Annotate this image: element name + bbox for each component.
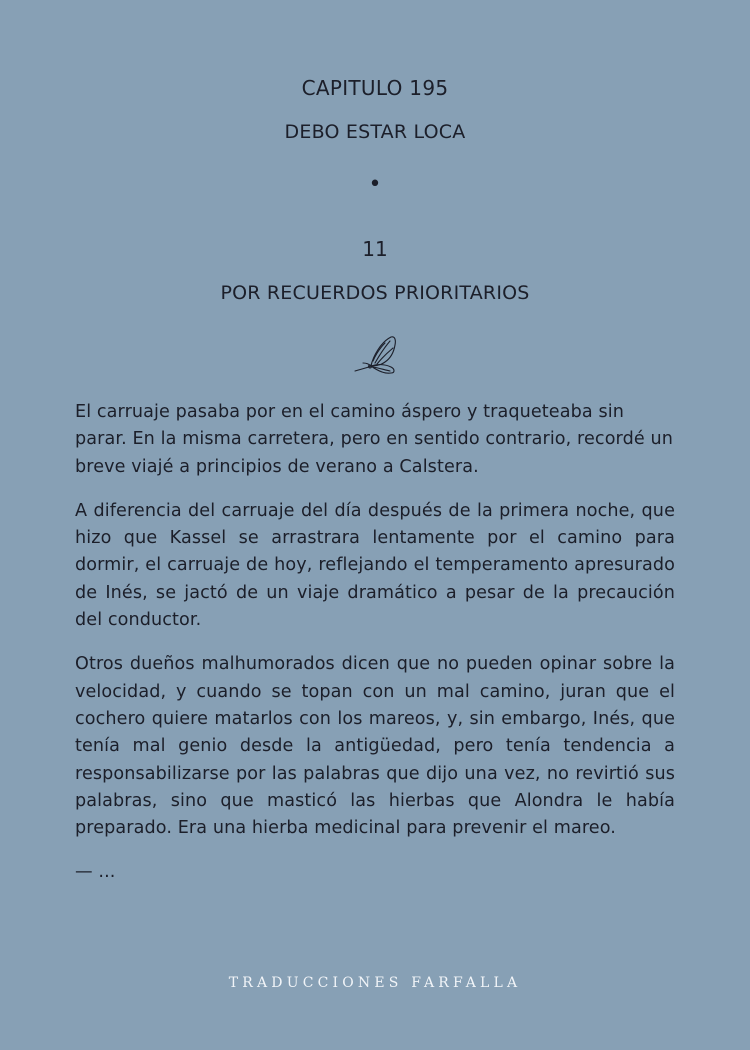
paragraph: Otros dueños malhumorados dicen que no pueden opinar sobre la velocidad, y cuando se topan con un mal camino, juran que el cochero quiere matarlos con los mareos, y, sin embargo, Inés, que tenía mal genio desde la antigüedad, pero tenía tendencia a responsabilizarse por las palabras que dijo una vez, no revirtió sus palabras, sino que masticó las hierbas que Alondra le había preparado. Era una hierba medicinal para prevenir el mareo. — [75, 654, 675, 839]
part-number: 11 — [362, 237, 388, 261]
paragraph: — ... — [75, 862, 116, 883]
body-text — [75, 399, 675, 904]
footer-credit: TRADUCCIONES FARFALLA — [228, 975, 522, 991]
chapter-heading: CAPITULO 195 — [301, 76, 449, 100]
paragraph: A diferencia del carruaje del día después de la primera noche, que hizo que Kassel se arrastrara lentamente por el camino para dormir, el carruaje de hoy, reflejando el temperamento apresurado de Inés, se jactó de un viaje dramático a pesar de la precaución del conductor. — [75, 500, 675, 631]
chapter-title: DEBO ESTAR LOCA — [284, 121, 466, 143]
butterfly-icon — [351, 334, 399, 376]
separator-dot: • — [368, 172, 382, 197]
paragraph: El carruaje pasaba por en el camino áspero y traqueteaba sin parar. En la misma carretera, pero en sentido contrario, recordé un breve viajé a principios de verano a Calstera. — [75, 402, 673, 477]
part-title: POR RECUERDOS PRIORITARIOS — [220, 282, 530, 304]
